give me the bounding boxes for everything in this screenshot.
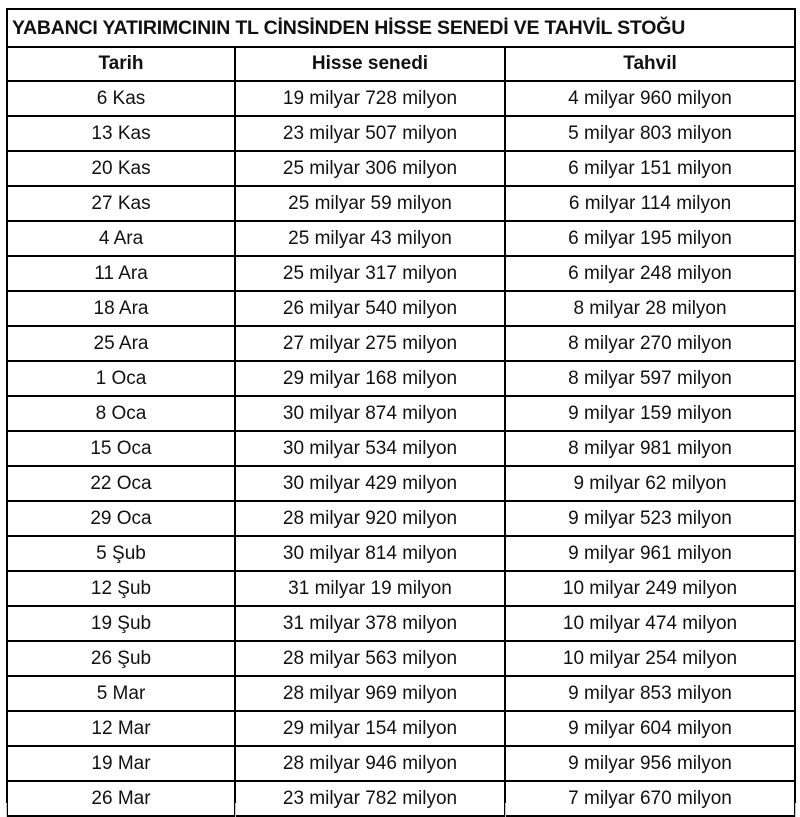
bond-value-cell[interactable]: 9 milyar 604 milyon [505,711,795,746]
date-cell[interactable]: 13 Kas [7,116,235,151]
column-header-tarih[interactable]: Tarih [7,47,235,81]
date-cell[interactable]: 4 Ara [7,221,235,256]
stock-value-cell[interactable]: 25 milyar 306 milyon [235,151,505,186]
column-header-tahvil[interactable]: Tahvil [505,47,795,81]
bond-value-cell[interactable]: 10 milyar 254 milyon [505,641,795,676]
table-row [7,606,795,641]
table-body [7,81,795,816]
date-cell[interactable]: 19 Mar [7,746,235,781]
bond-value-cell[interactable]: 4 milyar 960 milyon [505,81,795,116]
stock-value-cell[interactable]: 29 milyar 168 milyon [235,361,505,396]
stock-value-cell[interactable]: 28 milyar 920 milyon [235,501,505,536]
stock-value-cell[interactable]: 30 milyar 534 milyon [235,431,505,466]
bond-value-cell[interactable]: 9 milyar 159 milyon [505,396,795,431]
stock-value-cell[interactable]: 31 milyar 19 milyon [235,571,505,606]
date-cell[interactable]: 29 Oca [7,501,235,536]
empty-grid-area [6,803,796,817]
bond-value-cell[interactable]: 7 milyar 670 milyon [505,781,795,816]
stock-value-cell[interactable]: 25 milyar 317 milyon [235,256,505,291]
table-row [7,186,795,221]
bond-value-cell[interactable]: 9 milyar 961 milyon [505,536,795,571]
table-row [7,641,795,676]
bond-value-cell[interactable]: 9 milyar 62 milyon [505,466,795,501]
date-cell[interactable]: 25 Ara [7,326,235,361]
bond-value-cell[interactable]: 9 milyar 956 milyon [505,746,795,781]
bond-value-cell[interactable]: 5 milyar 803 milyon [505,116,795,151]
column-header-hisse-senedi[interactable]: Hisse senedi [235,47,505,81]
bond-value-cell[interactable]: 6 milyar 195 milyon [505,221,795,256]
spreadsheet-table-container [6,8,794,817]
bond-value-cell[interactable]: 6 milyar 151 milyon [505,151,795,186]
table-row [7,431,795,466]
table-row [7,536,795,571]
stock-value-cell[interactable]: 23 milyar 782 milyon [235,781,505,816]
title-row [7,9,795,47]
table-row [7,501,795,536]
stock-value-cell[interactable]: 28 milyar 563 milyon [235,641,505,676]
bond-value-cell[interactable]: 6 milyar 114 milyon [505,186,795,221]
stock-value-cell[interactable]: 29 milyar 154 milyon [235,711,505,746]
bond-value-cell[interactable]: 10 milyar 249 milyon [505,571,795,606]
table-row [7,81,795,116]
stock-table [6,8,796,817]
date-cell[interactable]: 26 Mar [7,781,235,816]
stock-value-cell[interactable]: 28 milyar 946 milyon [235,746,505,781]
header-row [7,47,795,81]
table-row [7,291,795,326]
table-row [7,396,795,431]
bond-value-cell[interactable]: 8 milyar 270 milyon [505,326,795,361]
table-row [7,711,795,746]
bond-value-cell[interactable]: 9 milyar 523 milyon [505,501,795,536]
table-row [7,746,795,781]
stock-value-cell[interactable]: 30 milyar 874 milyon [235,396,505,431]
date-cell[interactable]: 12 Mar [7,711,235,746]
date-cell[interactable]: 18 Ara [7,291,235,326]
grid-line [505,803,506,817]
table-row [7,116,795,151]
table-row [7,361,795,396]
table-row [7,326,795,361]
stock-value-cell[interactable]: 25 milyar 59 milyon [235,186,505,221]
bond-value-cell[interactable]: 8 milyar 981 milyon [505,431,795,466]
date-cell[interactable]: 15 Oca [7,431,235,466]
bond-value-cell[interactable]: 6 milyar 248 milyon [505,256,795,291]
bond-value-cell[interactable]: 10 milyar 474 milyon [505,606,795,641]
table-row [7,256,795,291]
date-cell[interactable]: 5 Mar [7,676,235,711]
date-cell[interactable]: 12 Şub [7,571,235,606]
stock-value-cell[interactable]: 28 milyar 969 milyon [235,676,505,711]
date-cell[interactable]: 11 Ara [7,256,235,291]
stock-value-cell[interactable]: 23 milyar 507 milyon [235,116,505,151]
table-row [7,221,795,256]
bond-value-cell[interactable]: 8 milyar 28 milyon [505,291,795,326]
stock-value-cell[interactable]: 19 milyar 728 milyon [235,81,505,116]
table-row [7,151,795,186]
stock-value-cell[interactable]: 26 milyar 540 milyon [235,291,505,326]
table-row [7,466,795,501]
table-row [7,571,795,606]
table-title[interactable]: YABANCI YATIRIMCININ TL CİNSİNDEN HİSSE SENEDİ VE TAHVİL STOĞU [7,9,795,47]
stock-value-cell[interactable]: 31 milyar 378 milyon [235,606,505,641]
date-cell[interactable]: 27 Kas [7,186,235,221]
stock-value-cell[interactable]: 27 milyar 275 milyon [235,326,505,361]
date-cell[interactable]: 5 Şub [7,536,235,571]
date-cell[interactable]: 19 Şub [7,606,235,641]
date-cell[interactable]: 22 Oca [7,466,235,501]
bond-value-cell[interactable]: 9 milyar 853 milyon [505,676,795,711]
bond-value-cell[interactable]: 8 milyar 597 milyon [505,361,795,396]
stock-value-cell[interactable]: 25 milyar 43 milyon [235,221,505,256]
date-cell[interactable]: 20 Kas [7,151,235,186]
stock-value-cell[interactable]: 30 milyar 429 milyon [235,466,505,501]
date-cell[interactable]: 6 Kas [7,81,235,116]
stock-value-cell[interactable]: 30 milyar 814 milyon [235,536,505,571]
date-cell[interactable]: 1 Oca [7,361,235,396]
table-row [7,676,795,711]
grid-line [235,803,236,817]
date-cell[interactable]: 8 Oca [7,396,235,431]
date-cell[interactable]: 26 Şub [7,641,235,676]
